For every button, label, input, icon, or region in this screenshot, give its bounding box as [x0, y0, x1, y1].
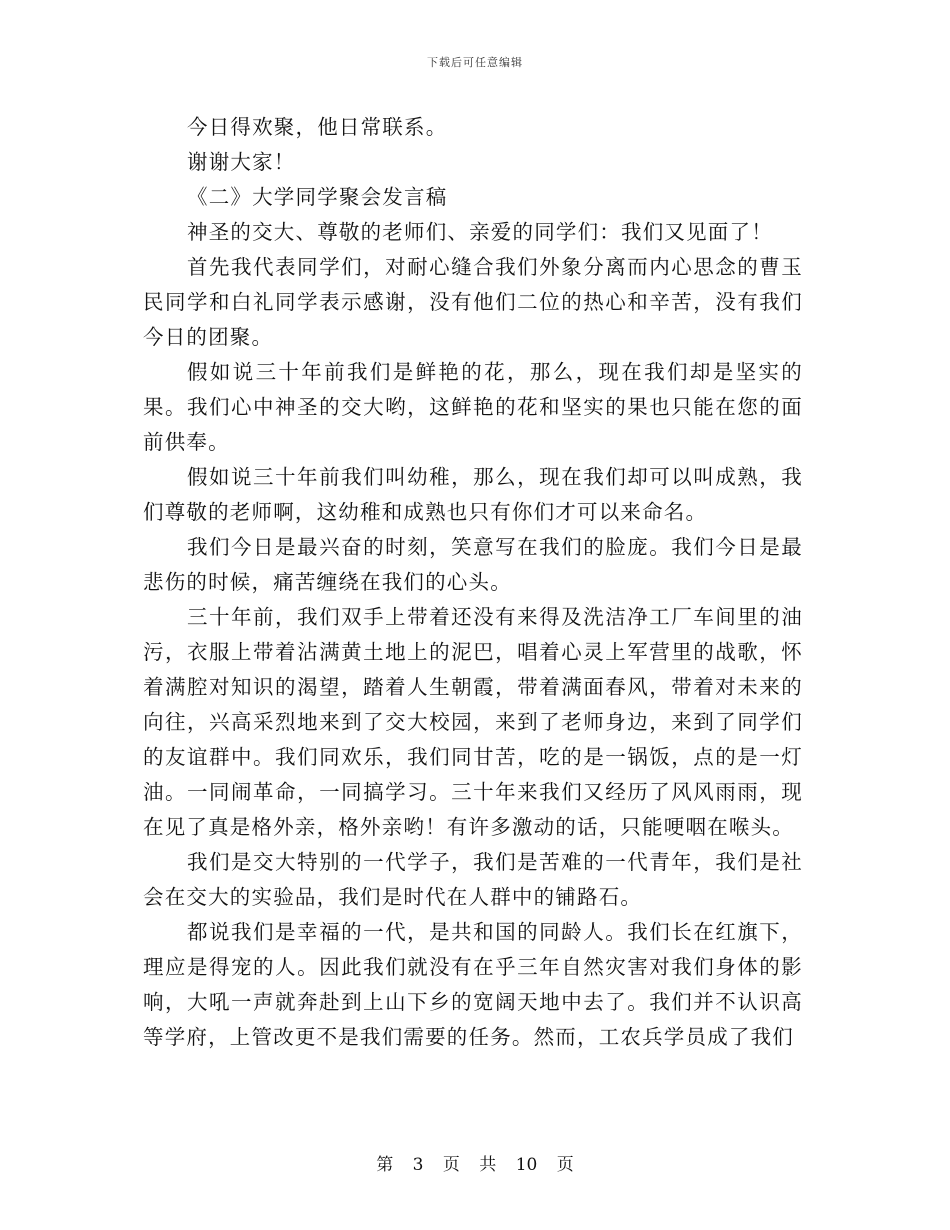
document-body [143, 110, 803, 1055]
page-header: 下载后可任意编辑 [427, 56, 523, 69]
footer-total-word: 共 [479, 1155, 497, 1175]
section-title: 《二》大学同学聚会发言稿 [187, 185, 448, 209]
page-footer [0, 1150, 950, 1175]
paragraph: 三十年前，我们双手上带着还没有来得及洗洁净工厂车间里的油污，衣服上带着沾满黄土地上的泥巴，唱着心灵上军营里的战歌，怀着满腔对知识的渴望，踏着人生朝霞，带着满面春风，带着对未来的向往，兴高采烈地来到了交大校园，来到了老师身边，来到了同学们的友谊群中。我们同欢乐，我们同甘苦，吃的是一锅饭，点的是一灯油。一同闹革命，一同搞学习。三十年来我们又经历了风风雨雨，现在见了真是格外亲，格外亲哟！有许多激动的话，只能哽咽在喉头。 [143, 605, 803, 839]
paragraph: 假如说三十年前我们是鲜艳的花，那么，现在我们却是坚实的果。我们心中神圣的交大哟，这鲜艳的花和坚实的果也只能在您的面前供奉。 [143, 360, 803, 454]
paragraph: 谢谢大家！ [187, 150, 296, 174]
paragraph: 首先我代表同学们，对耐心缝合我们外象分离而内心思念的曹玉民同学和白礼同学表示感谢，没有他们二位的热心和辛苦，没有我们今日的团聚。 [143, 255, 803, 349]
paragraph: 我们是交大特别的一代学子，我们是苦难的一代青年，我们是社会在交大的实验品，我们是时代在人群中的铺路石。 [143, 850, 803, 909]
paragraph: 假如说三十年前我们叫幼稚，那么，现在我们却可以叫成熟，我们尊敬的老师啊，这幼稚和成熟也只有你们才可以来命名。 [143, 465, 803, 524]
paragraph: 都说我们是幸福的一代，是共和国的同龄人。我们长在红旗下，理应是得宠的人。因此我们就没有在乎三年自然灾害对我们身体的影响，大吼一声就奔赴到上山下乡的宽阔天地中去了。我们并不认识高等学府，上管改更不是我们需要的任务。然而，工农兵学员成了我们 [143, 920, 803, 1049]
footer-prefix: 第 [376, 1155, 394, 1175]
paragraph: 今日得欢聚，他日常联系。 [187, 115, 448, 139]
salutation: 神圣的交大、尊敬的老师们、亲爱的同学们：我们又见面了！ [187, 220, 773, 244]
total-pages-number: 10 [515, 1155, 538, 1175]
footer-page-word: 页 [442, 1155, 460, 1175]
footer-suffix: 页 [556, 1155, 574, 1175]
paragraph: 我们今日是最兴奋的时刻，笑意写在我们的脸庞。我们今日是最悲伤的时候，痛苦缠绕在我们的心头。 [143, 535, 803, 594]
current-page-number: 3 [412, 1155, 424, 1175]
